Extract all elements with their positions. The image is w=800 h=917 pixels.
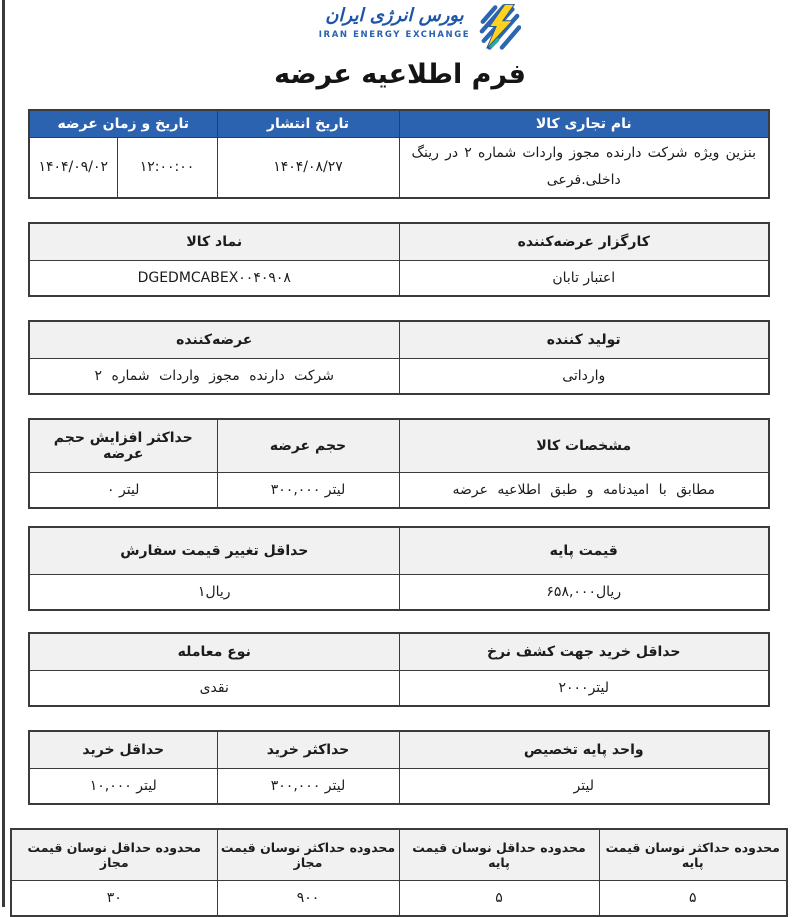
min-order-tick-header: حداقل تغییر قیمت سفارش [29, 527, 399, 575]
max-allowed-fluctuation-header: محدوده حداکثر نوسان قیمت مجاز [217, 829, 399, 881]
supply-date-value: ۱۴۰۴/۰۹/۰۲ [29, 138, 117, 198]
value-row [29, 574, 769, 610]
trade-name-header: نام تجاری کالا [399, 110, 769, 138]
commodity-info-table [28, 109, 770, 199]
value-row [11, 880, 787, 916]
value-row [29, 472, 769, 508]
broker-symbol-table [28, 222, 770, 297]
min-allowed-fluctuation-header: محدوده حداقل نوسان قیمت مجاز [11, 829, 217, 881]
trade-type-header: نوع معامله [29, 633, 399, 671]
purchase-limits-table [28, 730, 770, 805]
base-price-header: قیمت پایه [399, 527, 769, 575]
commodity-specs-header: مشخصات کالا [399, 419, 769, 473]
max-base-fluctuation-value: ۵ [599, 880, 787, 916]
header-row [11, 829, 787, 881]
producer-value: وارداتی [399, 358, 769, 394]
header-row [29, 110, 769, 138]
header-row [29, 633, 769, 671]
logo-english-text: IRAN ENERGY EXCHANGE [318, 30, 471, 40]
price-fluctuation-table [10, 828, 788, 917]
min-purchase-header: حداقل خرید [29, 731, 217, 769]
specs-volume-table [28, 418, 770, 509]
supply-volume-value: لیتر ۳۰۰,۰۰۰ [217, 472, 399, 508]
supplier-header: عرضه‌کننده [29, 321, 399, 359]
commodity-symbol-header: نماد کالا [29, 223, 399, 261]
logo-text-block [319, 3, 470, 40]
value-row [29, 670, 769, 706]
trade-name-value: بنزین ویژه شرکت دارنده مجوز واردات شماره ۲ در رینگ داخلی.فرعی [399, 138, 769, 198]
producer-supplier-table [28, 320, 770, 395]
max-allowed-fluctuation-value: ۹۰۰ [217, 880, 399, 916]
min-base-fluctuation-header: محدوده حداقل نوسان قیمت پایه [399, 829, 599, 881]
trade-type-value: نقدی [29, 670, 399, 706]
max-base-fluctuation-header: محدوده حداکثر نوسان قیمت پایه [599, 829, 787, 881]
supply-datetime-header: تاریخ و زمان عرضه [29, 110, 217, 138]
commodity-specs-value: مطابق با امیدنامه و طبق اطلاعیه عرضه [399, 472, 769, 508]
max-volume-increase-header: حداکثر افزایش حجم عرضه [29, 419, 217, 473]
base-price-value: ریال۶۵۸,۰۰۰ [399, 574, 769, 610]
max-volume-increase-value: لیتر ۰ [29, 472, 217, 508]
header-row [29, 527, 769, 575]
min-allowed-fluctuation-value: ۳۰ [11, 880, 217, 916]
commodity-symbol-value: DGEDMCABEX۰۰۴۰۹۰۸ [29, 260, 399, 296]
min-discovery-purchase-header: حداقل خرید جهت کشف نرخ [399, 633, 769, 671]
supplier-value: شرکت دارنده مجوز واردات شماره ۲ [29, 358, 399, 394]
header-row [29, 321, 769, 359]
value-row [29, 138, 769, 198]
min-purchase-value: لیتر ۱۰,۰۰۰ [29, 768, 217, 804]
supplier-broker-header: کارگزار عرضه‌کننده [399, 223, 769, 261]
exchange-logo [20, 0, 800, 50]
scan-edge-line [2, 0, 5, 907]
supply-time-value: ۱۲:۰۰:۰۰ [117, 138, 217, 198]
base-allocation-unit-value: لیتر [399, 768, 769, 804]
publish-date-value: ۱۴۰۴/۰۸/۲۷ [217, 138, 399, 198]
supplier-broker-value: اعتبار تابان [399, 260, 769, 296]
max-purchase-header: حداکثر خرید [217, 731, 399, 769]
min-base-fluctuation-value: ۵ [399, 880, 599, 916]
publish-date-header: تاریخ انتشار [217, 110, 399, 138]
form-title: فرم اطلاعیه عرضه [274, 59, 526, 90]
max-purchase-value: لیتر ۳۰۰,۰۰۰ [217, 768, 399, 804]
discovery-tradetype-table [28, 632, 770, 707]
supply-volume-header: حجم عرضه [217, 419, 399, 473]
header-row [29, 731, 769, 769]
min-order-tick-value: ریال۱ [29, 574, 399, 610]
header-row [29, 419, 769, 473]
min-discovery-purchase-value: لیتر۲۰۰۰ [399, 670, 769, 706]
header-row [29, 223, 769, 261]
producer-header: تولید کننده [399, 321, 769, 359]
value-row [29, 260, 769, 296]
base-allocation-unit-header: واحد پایه تخصیص [399, 731, 769, 769]
value-row [29, 358, 769, 394]
value-row [29, 768, 769, 804]
base-price-table [28, 526, 770, 611]
logo-persian-text: بورس انرژی ایران [325, 5, 464, 26]
exchange-emblem-icon [479, 3, 521, 50]
